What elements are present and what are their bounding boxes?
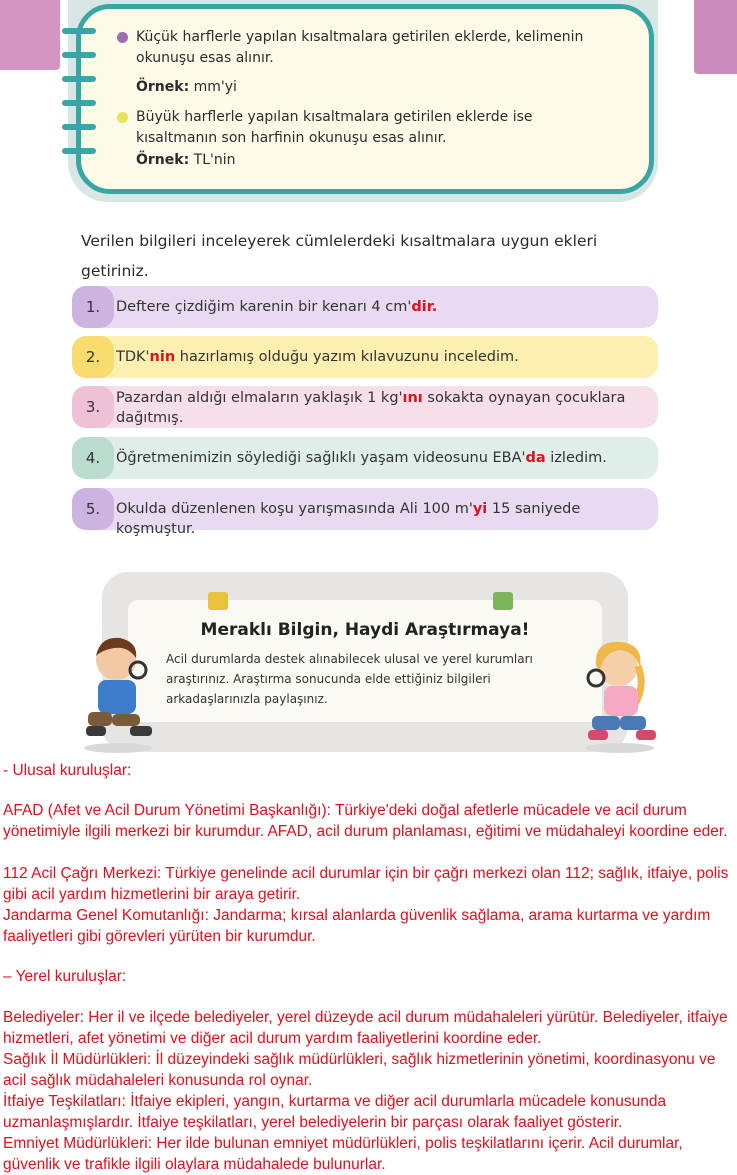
- example-2-value: TL'nin: [193, 152, 236, 168]
- girl-with-magnifier-icon: [580, 636, 660, 756]
- national-heading: - Ulusal kuruluşlar:: [3, 762, 132, 779]
- question-text: [116, 297, 437, 317]
- answer-fill: nin: [149, 349, 176, 365]
- question-text-after: hazırlamış olduğu yazım kılavuzunu inceledim.: [175, 349, 519, 365]
- notebook-ring-icon: [62, 52, 96, 58]
- question-row: [72, 386, 658, 428]
- question-text-after: sokakta oynayan çocuklara dağıtmış.: [116, 390, 626, 426]
- question-row: [72, 286, 658, 328]
- question-text: [116, 448, 607, 468]
- binder-clip-icon: [208, 592, 228, 610]
- question-row: [72, 336, 658, 378]
- binder-clip-icon: [493, 592, 513, 610]
- answer-fill: ını: [402, 390, 423, 406]
- example-2: [136, 150, 235, 171]
- answer-fill: yi: [472, 501, 488, 517]
- rule-1-text: Küçük harflerle yapılan kısaltmalara getirilen eklerde, kelimenin okunuşu esas alınır.: [136, 29, 584, 66]
- question-text-before: Deftere çizdiğim karenin bir kenarı 4 cm': [116, 299, 412, 315]
- local-item-itfaiye: İtfaiye Teşkilatları: İtfaiye ekipleri, yangın, kurtarma ve diğer acil durumlarla mücadele konusunda uzmanlaşmışlardır. İtfaiye teşkilatları, yerel belediyelerin bir parçası olarak faaliyet gösterir.: [3, 1093, 667, 1131]
- local-item-emniyet: Emniyet Müdürlükleri: Her ilde bulunan emniyet müdürlükleri, polis teşkilatlarını içerir. Acil durumlar, güvenlik ve trafikle ilgili olaylara müdahalede bulunurlar.: [3, 1135, 683, 1173]
- question-number: 1.: [72, 286, 114, 328]
- local-heading: – Yerel kuruluşlar:: [3, 968, 127, 985]
- example-label: Örnek:: [136, 152, 190, 168]
- local-item-saglik: Sağlık İl Müdürlükleri: İl düzeyindeki sağlık müdürlükleri, sağlık hizmetlerinin yönetimi, koordinasyonu ve acil sağlık müdahaleleri konusunda rol oynar.: [3, 1051, 716, 1089]
- instruction-text: Verilen bilgileri inceleyerek cümlelerdeki kısaltmalara uygun ekleri getiriniz.: [81, 232, 598, 280]
- local-item-belediyeler: Belediyeler: Her il ve ilçede belediyeler, yerel düzeyde acil durum müdahaleleri yürütür. Belediyeler, itfaiye hizmetleri, afet yönetimi ve diğer acil durum yardım faaliyetlerini koordine eder.: [3, 1009, 728, 1047]
- question-row: [72, 437, 658, 479]
- answer-fill: dir.: [411, 299, 438, 315]
- national-item-112: 112 Acil Çağrı Merkezi: Türkiye genelinde acil durumlar için bir çağrı merkezi olan 112; sağlık, itfaiye, polis gibi acil yardım hizmetlerini bir araya getirir.: [3, 865, 729, 903]
- notebook-ring-icon: [62, 28, 96, 34]
- answer-fill: da: [525, 450, 546, 466]
- question-text: [116, 388, 636, 428]
- question-text-after: 15 saniyede koşmuştur.: [116, 501, 581, 537]
- question-text-before: Okulda düzenlenen koşu yarışmasında Ali 100 m': [116, 501, 473, 517]
- question-number: 4.: [72, 437, 114, 479]
- board-title: Meraklı Bilgin, Haydi Araştırmaya!: [200, 620, 530, 640]
- yellow-bullet-icon: [117, 112, 128, 123]
- question-text-after: izledim.: [545, 450, 607, 466]
- question-row: [72, 488, 658, 537]
- question-text-before: Öğretmenimizin söylediği sağlıklı yaşam videosunu EBA': [116, 450, 526, 466]
- rule-2-text: Büyük harflerle yapılan kısaltmalara getirilen eklerde ise kısaltmanın son harfinin okunuşu esas alınır.: [136, 109, 533, 146]
- boy-with-magnifier-icon: [78, 634, 158, 754]
- question-text-before: Pazardan aldığı elmaların yaklaşık 1 kg': [116, 390, 403, 406]
- example-1-value: mm'yi: [193, 79, 237, 95]
- decorative-tab-right: [694, 0, 737, 74]
- national-item-afad: AFAD (Afet ve Acil Durum Yönetimi Başkanlığı): Türkiye'deki doğal afetlerle mücadele ve acil durum yönetimiyle ilgili merkezi bir kurumdur. AFAD, acil durum planlaması, eğitimi ve müdahaleyi koordine eder.: [3, 802, 728, 840]
- board-text: Acil durumlarda destek alınabilecek ulusal ve yerel kurumları araştırınız. Araştırma sonucunda elde ettiğiniz bilgileri arkadaşlarınızla paylaşınız.: [166, 652, 533, 706]
- notebook-ring-icon: [62, 148, 96, 154]
- question-text: [116, 499, 658, 539]
- notebook-ring-icon: [62, 124, 96, 130]
- question-number: 5.: [72, 488, 114, 530]
- question-number: 3.: [72, 386, 114, 428]
- example-1: [136, 77, 237, 98]
- question-text: [116, 347, 519, 367]
- national-item-jandarma: Jandarma Genel Komutanlığı: Jandarma; kırsal alanlarda güvenlik sağlama, arama kurtarma ve yardım faaliyetleri gibi görevleri yürüten bir kurumdur.: [3, 907, 711, 945]
- example-label: Örnek:: [136, 79, 190, 95]
- notebook-ring-icon: [62, 100, 96, 106]
- decorative-tab-left: [0, 0, 60, 70]
- question-text-before: TDK': [116, 349, 150, 365]
- question-number: 2.: [72, 336, 114, 378]
- purple-bullet-icon: [117, 32, 128, 43]
- notebook-ring-icon: [62, 76, 96, 82]
